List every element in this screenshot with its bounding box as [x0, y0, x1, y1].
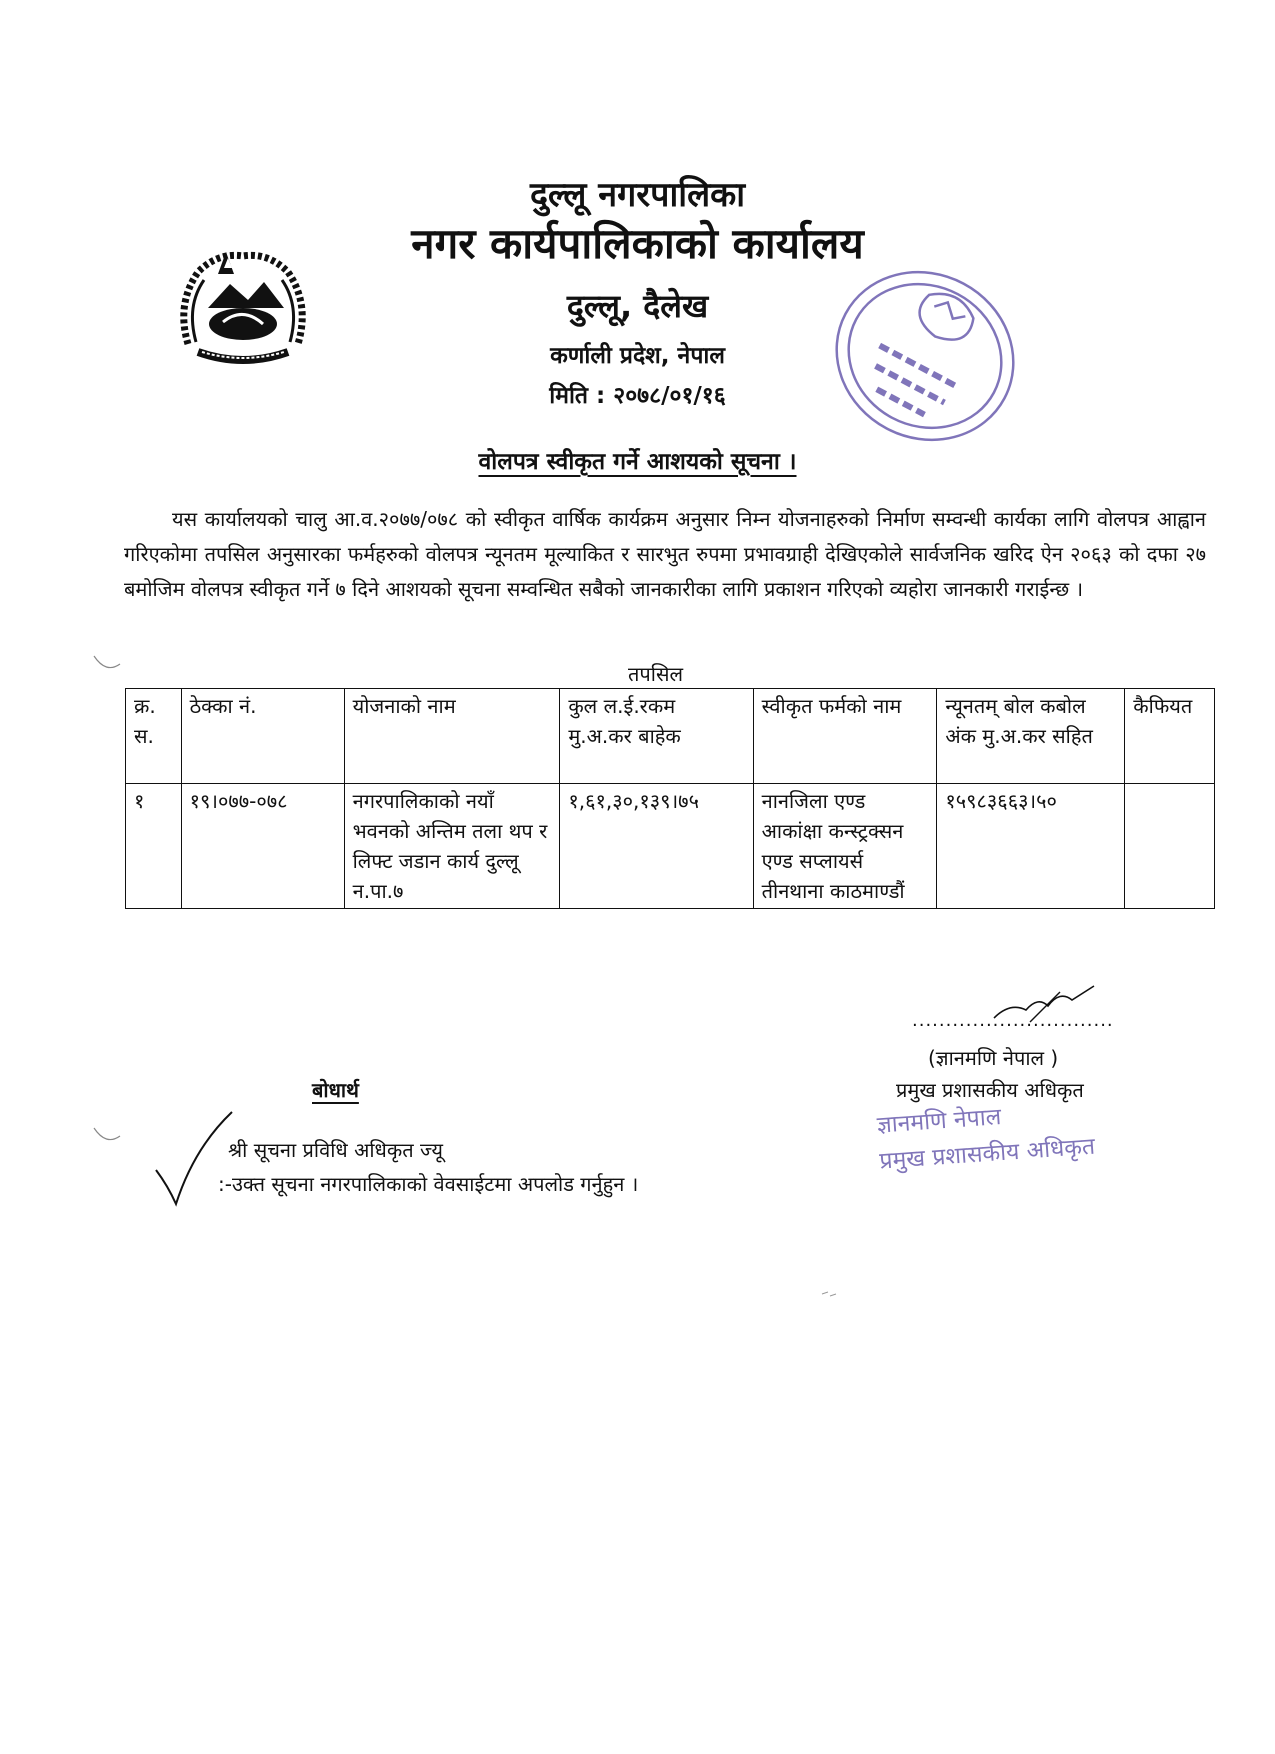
header-cost-estimate: कुल ल.ई.रकम मु.अ.कर बाहेक [560, 689, 753, 784]
stamp-post: प्रमुख प्रशासकीय अधिकृत [878, 1133, 1096, 1175]
cell-contract-no: १९।०७७-०७८ [181, 784, 344, 909]
officer-name-stamp [876, 1092, 1100, 1179]
table-row [126, 784, 1215, 909]
notice-title: वोलपत्र स्वीकृत गर्ने आशयको सूचना । [478, 449, 797, 475]
header-firm-name: स्वीकृत फर्मको नाम [753, 689, 937, 784]
nepal-emblem-icon [168, 244, 318, 374]
ink-speck-icon [820, 1288, 838, 1300]
notice-body: यस कार्यालयको चालु आ.व.२०७७/०७८ को स्वीकृत वार्षिक कार्यक्रम अनुसार निम्न योजनाहरुको निर्माण सम्वन्धी कार्यका लागि वोलपत्र आह्वान गरिएकोमा तपसिल अनुसारका फर्महरुको वोलपत्र न्यूनतम मूल्याकित र सारभुत रुपमा प्रभावग्राही देखिएकोले सार्वजनिक खरिद ऐन २०६३ को दफा २७ बमोजिम वोलपत्र स्वीकृत गर्ने ७ दिने आशयको सूचना सम्वन्धित सबैको जानकारीका लागि प्रकाशन गरिएको व्यहोरा जानकारी गराईन्छ । [124, 507, 1206, 601]
signature-line: .............................. [912, 1010, 1114, 1031]
approved-bids-table [125, 688, 1215, 909]
punch-hole-icon [92, 652, 122, 674]
header-project-name: योजनाको नाम [344, 689, 560, 784]
cell-firm-name: नानजिला एण्ड आकांक्षा कन्स्ट्रक्सन एण्ड सप्लायर्स तीनथाना काठमाण्डौं [753, 784, 937, 909]
header-lowest-bid: न्यूनतम् बोल कबोल अंक मु.अ.कर सहित [937, 689, 1125, 784]
info-heading: बोधार्थ [312, 1078, 359, 1102]
signatory-post: प्रमुख प्रशासकीय अधिकृत [896, 1078, 1084, 1102]
header-remarks: कैफियत [1125, 689, 1215, 784]
cell-serial: १ [126, 784, 182, 909]
header-contract-no: ठेक्का नं. [181, 689, 344, 784]
stamp-name: ज्ञानमणि नेपाल [876, 1104, 1003, 1139]
signatory-name: (ज्ञानमणि नेपाल ) [928, 1046, 1059, 1070]
municipality-name: दुल्लू नगरपालिका [529, 175, 746, 215]
office-name: नगर कार्यपालिकाको कार्यालय [411, 219, 864, 268]
table-header-row [126, 689, 1215, 784]
info-recipient: श्री सूचना प्रविधि अधिकृत ज्यू [228, 1138, 443, 1162]
notice-date: मिति : २०७८/०१/१६ [549, 383, 726, 409]
province-line: कर्णाली प्रदेश, नेपाल [550, 343, 725, 369]
schedule-label: तपसिल [628, 662, 684, 686]
office-stamp-icon [820, 258, 1030, 454]
office-location: दुल्लू, दैलेख [566, 287, 709, 325]
cell-project-name: नगरपालिकाको नयाँ भवनको अन्तिम तला थप र लिफ्ट जडान कार्य दुल्लू न.पा.७ [344, 784, 560, 909]
cell-lowest-bid: १५९८३६६३।५० [937, 784, 1125, 909]
cell-remarks [1125, 784, 1215, 909]
header-serial: क्र. स. [126, 689, 182, 784]
cell-cost-estimate: १,६१,३०,१३९।७५ [560, 784, 753, 909]
info-instruction: :-उक्त सूचना नगरपालिकाको वेवसाईटमा अपलोड गर्नुहुन । [218, 1172, 639, 1196]
punch-hole-icon [92, 1124, 122, 1146]
